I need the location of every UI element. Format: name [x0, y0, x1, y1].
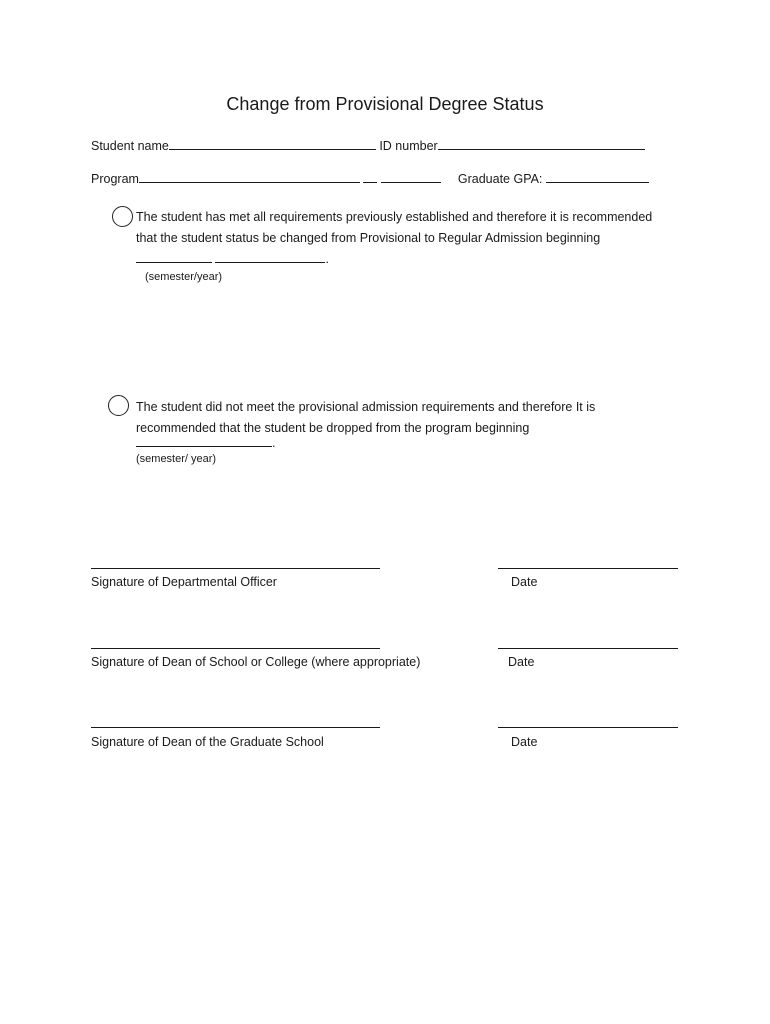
option-2-hint: (semester/ year)	[136, 453, 217, 465]
program-field[interactable]	[139, 170, 360, 183]
option-1-semester-field[interactable]	[136, 250, 212, 263]
program-field-mid[interactable]	[363, 170, 377, 183]
signature-1-line[interactable]	[91, 568, 380, 569]
program-label: Program	[91, 172, 139, 186]
option-1-year-field[interactable]	[215, 250, 325, 263]
graduate-gpa-label: Graduate GPA:	[457, 172, 543, 186]
date-1-label: Date	[511, 575, 538, 589]
option-1-text	[136, 207, 652, 270]
option-2-line-1: The student did not meet the provisional admission requirements and therefore It is	[136, 400, 596, 414]
id-number-field[interactable]	[438, 137, 645, 150]
signature-3-line[interactable]	[91, 727, 380, 728]
date-2-label: Date	[508, 655, 535, 669]
student-name-label: Student name	[91, 139, 169, 153]
option-1-line-2: that the student status be changed from Provisional to Regular Admission beginning	[136, 231, 601, 245]
date-1-line[interactable]	[498, 568, 678, 569]
date-3-label: Date	[511, 735, 538, 749]
option-1-line-1: The student has met all requirements previously established and therefore it is recommended	[136, 210, 653, 224]
signature-3-label: Signature of Dean of the Graduate School	[91, 735, 324, 749]
date-2-line[interactable]	[498, 648, 678, 649]
graduate-gpa-field[interactable]	[546, 170, 649, 183]
option-2-blank-row	[136, 433, 275, 454]
option-2-line-2: recommended that the student be dropped from the program beginning	[136, 421, 530, 435]
option-1-radio[interactable]	[112, 206, 133, 227]
date-3-line[interactable]	[498, 727, 678, 728]
option-2-period: .	[272, 436, 276, 450]
option-1-hint: (semester/year)	[145, 271, 223, 283]
program-field-extra[interactable]	[381, 170, 441, 183]
signature-2-line[interactable]	[91, 648, 380, 649]
student-name-row	[91, 137, 645, 153]
signature-2-label: Signature of Dean of School or College (where appropriate)	[91, 655, 421, 669]
program-row	[91, 170, 649, 186]
option-1-blank-row	[136, 249, 652, 270]
id-number-label: ID number	[379, 139, 438, 153]
signature-1-label: Signature of Departmental Officer	[91, 575, 277, 589]
option-1-period: .	[325, 252, 329, 266]
student-name-field[interactable]	[169, 137, 376, 150]
option-2-radio[interactable]	[108, 395, 129, 416]
option-2-semester-field[interactable]	[136, 434, 272, 447]
form-title: Change from Provisional Degree Status	[226, 94, 544, 114]
